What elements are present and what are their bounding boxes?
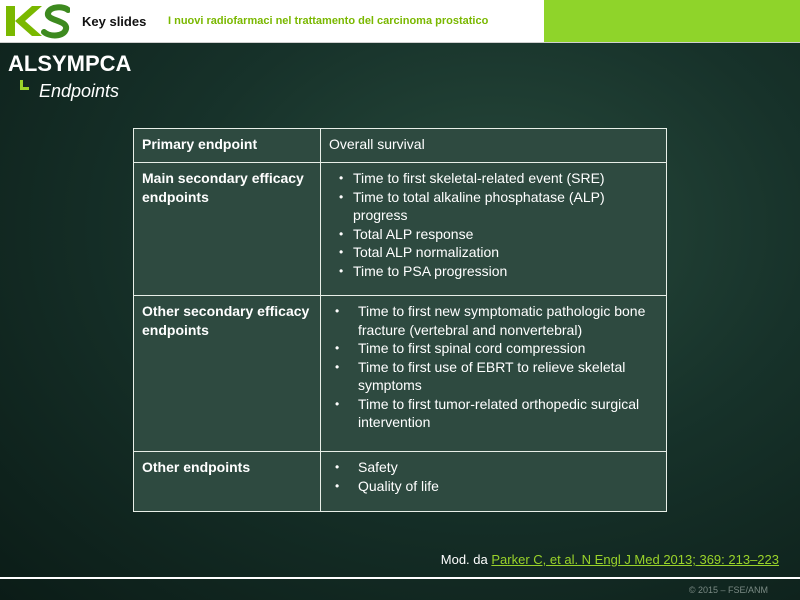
table-row (134, 452, 667, 512)
row-value (321, 296, 667, 452)
list-item: • Time to first spinal cord compression (329, 339, 658, 358)
reference-citation (441, 552, 779, 567)
row-label: Other secondary efficacy endpoints (134, 296, 321, 452)
list-item: • Time to first skeletal-related event (SRE) (339, 169, 658, 188)
bullet-list (329, 302, 658, 432)
ks-logo-icon (6, 3, 70, 39)
table-row (134, 296, 667, 452)
list-item: • Quality of life (329, 477, 658, 496)
copyright-text: © 2015 – FSE/ANM (688, 585, 768, 595)
table-row (134, 129, 667, 163)
header-bar (0, 0, 800, 43)
row-label: Primary endpoint (134, 129, 321, 163)
list-item: • Time to first tumor-related orthopedic surgical intervention (329, 395, 658, 432)
header-title: I nuovi radiofarmaci nel trattamento del carcinoma prostatico (168, 15, 489, 27)
list-item: • Time to total alkaline phosphatase (ALP) progress (339, 188, 658, 225)
header-accent-block (544, 0, 800, 42)
subtitle-marker-icon (20, 80, 29, 90)
list-item: • Safety (329, 458, 658, 477)
list-item: • Total ALP normalization (339, 243, 658, 262)
table-row (134, 163, 667, 296)
reference-link[interactable]: Parker C, et al. N Engl J Med 2013; 369: 213–223 (491, 552, 779, 567)
list-item: • Total ALP response (339, 225, 658, 244)
row-value (321, 452, 667, 512)
footer-divider (0, 577, 800, 579)
list-item: • Time to PSA progression (339, 262, 658, 281)
endpoints-table (133, 128, 667, 512)
bullet-list (329, 458, 658, 495)
row-value: Overall survival (321, 129, 667, 163)
row-label: Other endpoints (134, 452, 321, 512)
reference-prefix: Mod. da (440, 552, 488, 567)
bullet-list (329, 169, 658, 280)
slide-subtitle: Endpoints (39, 81, 120, 101)
header-key-label: Key slides (82, 14, 147, 29)
row-label: Main secondary efficacy endpoints (134, 163, 321, 296)
row-value (321, 163, 667, 296)
slide-title: ALSYMPCA (8, 51, 132, 76)
list-item: • Time to first use of EBRT to relieve skeletal symptoms (329, 358, 658, 395)
list-item: • Time to first new symptomatic pathologic bone fracture (vertebral and nonvertebral) (329, 302, 658, 339)
